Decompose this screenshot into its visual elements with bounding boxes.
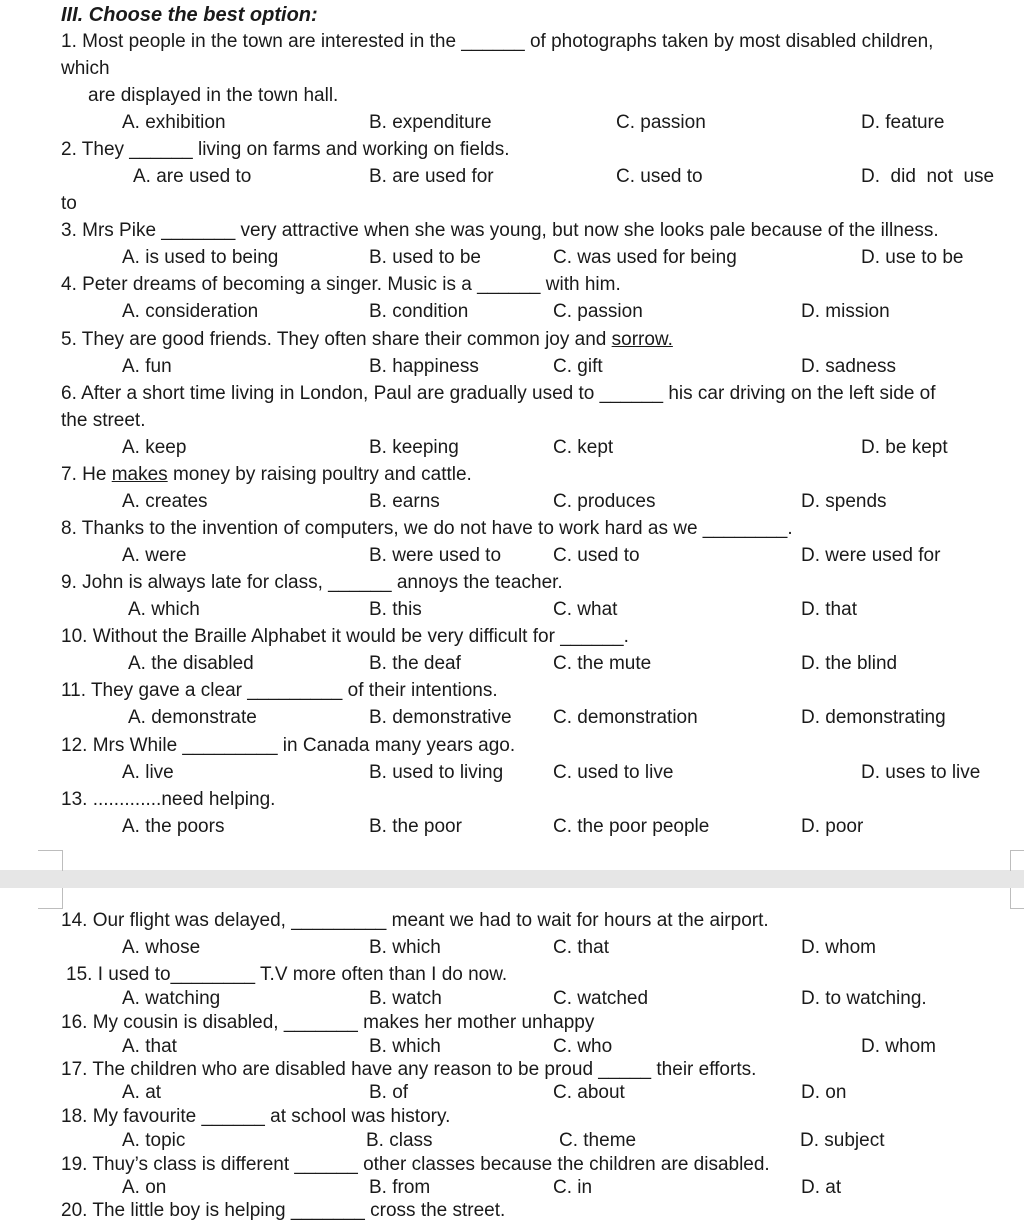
crop-mark [38, 850, 63, 871]
option-a[interactable]: A. that [122, 1036, 177, 1057]
option-c[interactable]: C. demonstration [553, 707, 698, 728]
question-text: 11. They gave a clear _________ of their intentions. [61, 680, 498, 701]
option-d-continued: to [61, 193, 77, 214]
option-c[interactable]: C. about [553, 1082, 625, 1103]
option-b[interactable]: B. expenditure [369, 112, 492, 133]
option-a[interactable]: A. consideration [122, 301, 259, 322]
crop-mark [1010, 850, 1024, 871]
page-separator [0, 870, 1024, 888]
option-c[interactable]: C. used to live [553, 762, 674, 783]
option-a[interactable]: A. live [122, 762, 174, 783]
option-d[interactable]: D. sadness [801, 356, 897, 377]
option-d[interactable]: D. mission [801, 301, 890, 322]
question-text-part: 7. He [61, 464, 112, 485]
option-d[interactable]: D. that [801, 599, 857, 620]
option-c[interactable]: C. the mute [553, 653, 652, 674]
question-text [61, 463, 472, 487]
option-c[interactable]: C. the poor people [553, 816, 710, 837]
option-b[interactable]: B. of [369, 1082, 409, 1103]
option-a[interactable]: A. exhibition [122, 112, 226, 133]
option-a[interactable]: A. topic [122, 1130, 186, 1151]
option-b[interactable]: B. this [369, 599, 422, 620]
question-text: 19. Thuy’s class is different ______ other classes because the children are disabled. [61, 1154, 770, 1175]
question-text: 15. I used to________ T.V more often than I do now. [66, 964, 508, 985]
option-d[interactable]: D. be kept [861, 437, 948, 458]
question-text: which [61, 58, 110, 79]
underlined-word: makes [111, 464, 168, 485]
option-a[interactable]: A. demonstrate [128, 707, 257, 728]
option-d[interactable]: D. to watching. [801, 988, 927, 1009]
option-c[interactable]: C. kept [553, 437, 614, 458]
option-d[interactable]: D. did not use [861, 166, 995, 187]
question-text: the street. [61, 410, 146, 431]
question-text: 4. Peter dreams of becoming a singer. Music is a ______ with him. [61, 274, 621, 295]
question-text: 6. After a short time living in London, Paul are gradually used to ______ his car driving on the left side of [61, 383, 936, 404]
option-b[interactable]: B. condition [369, 301, 469, 322]
option-a[interactable]: A. the poors [122, 816, 225, 837]
option-a[interactable]: A. watching [122, 988, 221, 1009]
option-b[interactable]: B. are used for [369, 166, 494, 187]
option-a[interactable]: A. fun [122, 356, 172, 377]
option-d[interactable]: D. on [801, 1082, 847, 1103]
option-b[interactable]: B. from [369, 1177, 431, 1198]
option-c[interactable]: C. theme [559, 1130, 637, 1151]
option-d[interactable]: D. whom [861, 1036, 936, 1057]
option-c[interactable]: C. that [553, 937, 609, 958]
crop-mark [38, 888, 63, 909]
question-text: 10. Without the Braille Alphabet it would be very difficult for ______. [61, 626, 629, 647]
option-a[interactable]: A. keep [122, 437, 187, 458]
option-c[interactable]: C. passion [616, 112, 706, 133]
question-text: 14. Our flight was delayed, _________ meant we had to wait for hours at the airport. [61, 910, 769, 931]
question-text: 3. Mrs Pike _______ very attractive when she was young, but now she looks pale because of the illness. [61, 220, 939, 241]
option-c[interactable]: C. used to [616, 166, 703, 187]
option-c[interactable]: C. used to [553, 545, 640, 566]
option-d[interactable]: D. use to be [861, 247, 964, 268]
option-c[interactable]: C. gift [553, 356, 603, 377]
option-b[interactable]: B. the poor [369, 816, 462, 837]
question-text: 13. .............need helping. [61, 789, 276, 810]
option-d[interactable]: D. uses to live [861, 762, 981, 783]
option-d[interactable]: D. subject [800, 1130, 885, 1151]
option-c[interactable]: C. produces [553, 491, 656, 512]
option-a[interactable]: A. is used to being [122, 247, 279, 268]
option-c[interactable]: C. who [553, 1036, 613, 1057]
option-c[interactable]: C. passion [553, 301, 643, 322]
question-text: 2. They ______ living on farms and working on fields. [61, 139, 510, 160]
option-b[interactable]: B. keeping [369, 437, 459, 458]
option-d[interactable]: D. feature [861, 112, 945, 133]
question-text: are displayed in the town hall. [88, 85, 339, 106]
option-d[interactable]: D. at [801, 1177, 842, 1198]
question-text: 16. My cousin is disabled, _______ makes her mother unhappy [61, 1012, 595, 1033]
option-d[interactable]: D. whom [801, 937, 876, 958]
option-b[interactable]: B. the deaf [369, 653, 461, 674]
option-b[interactable]: B. happiness [369, 356, 479, 377]
option-d[interactable]: D. poor [801, 816, 864, 837]
question-text: 9. John is always late for class, ______ annoys the teacher. [61, 572, 563, 593]
question-text: 12. Mrs While _________ in Canada many years ago. [61, 735, 516, 756]
option-b[interactable]: B. were used to [369, 545, 502, 566]
option-c[interactable]: C. in [553, 1177, 593, 1198]
question-text: 17. The children who are disabled have any reason to be proud _____ their efforts. [61, 1059, 757, 1080]
question-text [61, 328, 673, 352]
option-b[interactable]: B. which [369, 1036, 441, 1057]
section-heading: III. Choose the best option: [61, 4, 318, 26]
question-text-part: 5. They are good friends. They often share their common joy and [61, 329, 612, 350]
option-d[interactable]: D. the blind [801, 653, 898, 674]
option-a[interactable]: A. creates [122, 491, 208, 512]
option-d[interactable]: D. demonstrating [801, 707, 946, 728]
option-a[interactable]: A. which [128, 599, 200, 620]
option-a[interactable]: A. were [122, 545, 187, 566]
option-c[interactable]: C. watched [553, 988, 649, 1009]
option-b[interactable]: B. earns [369, 491, 440, 512]
option-d[interactable]: D. spends [801, 491, 887, 512]
underlined-word: sorrow. [611, 329, 673, 350]
option-a[interactable]: A. are used to [133, 166, 252, 187]
crop-mark [1010, 888, 1024, 909]
question-text-part: money by raising poultry and cattle. [167, 464, 472, 485]
option-b[interactable]: B. demonstrative [369, 707, 512, 728]
option-a[interactable]: A. whose [122, 937, 201, 958]
question-text: 1. Most people in the town are interested in the ______ of photographs taken by most disabled children, [61, 31, 934, 52]
option-b[interactable]: B. used to be [369, 247, 481, 268]
option-b[interactable]: B. class [366, 1130, 433, 1151]
option-c[interactable]: C. what [553, 599, 618, 620]
question-text: 18. My favourite ______ at school was history. [61, 1106, 451, 1127]
option-b[interactable]: B. used to living [369, 762, 504, 783]
question-text: 20. The little boy is helping _______ cross the street. [61, 1200, 506, 1221]
question-text: 8. Thanks to the invention of computers, we do not have to work hard as we ________. [61, 518, 793, 539]
option-b[interactable]: B. which [369, 937, 441, 958]
option-a[interactable]: A. on [122, 1177, 167, 1198]
option-d[interactable]: D. were used for [801, 545, 941, 566]
option-a[interactable]: A. the disabled [128, 653, 254, 674]
option-a[interactable]: A. at [122, 1082, 162, 1103]
option-c[interactable]: C. was used for being [553, 247, 737, 268]
option-b[interactable]: B. watch [369, 988, 442, 1009]
